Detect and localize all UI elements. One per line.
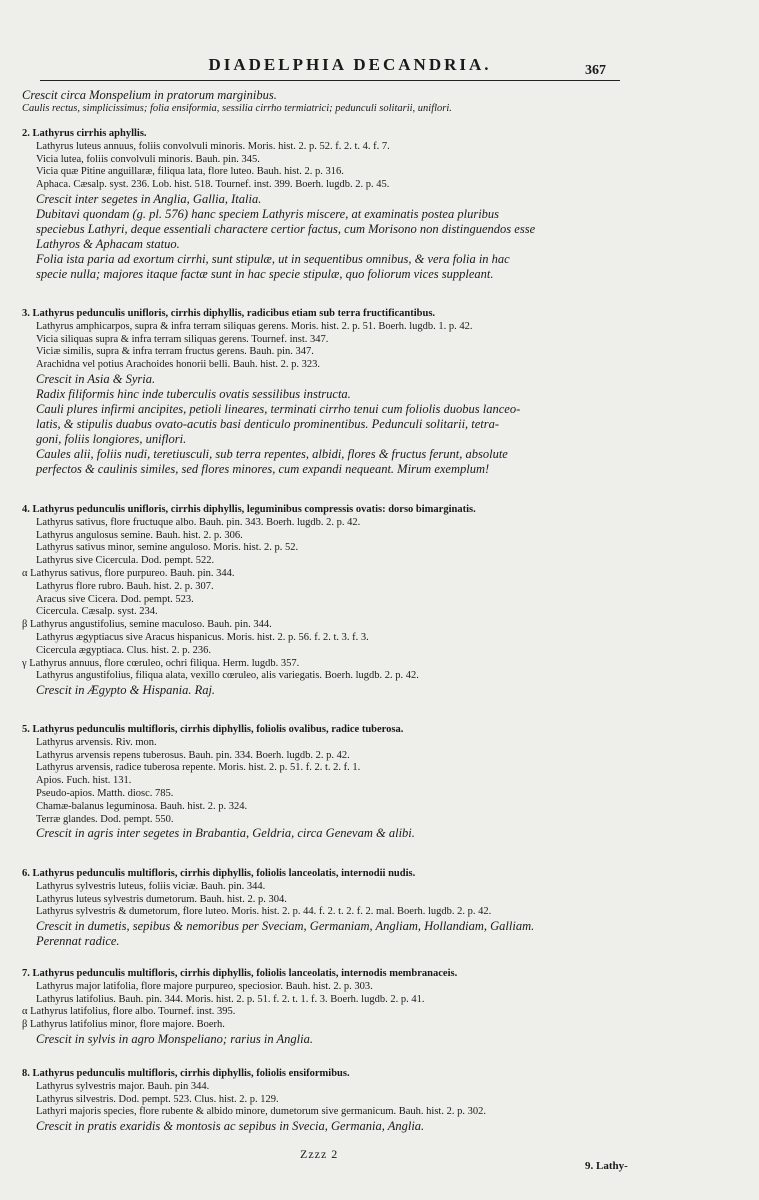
synonym-line: Lathyrus ægyptiacus sive Aracus hispanicus. Moris. hist. 2. p. 56. f. 2. t. 3. f. 3. [36,631,369,643]
synonym-line: Viciæ similis, supra & infra terram fructus gerens. Bauh. pin. 347. [36,346,314,358]
synonym-line: Lathyrus angulosus semine. Bauh. hist. 2. p. 306. [36,529,243,541]
synonym-line: Pseudo-apios. Matth. diosc. 785. [36,787,174,799]
synonym-line: Lathyrus amphicarpos, supra & infra terram siliquas gerens. Moris. hist. 2. p. 51. Boerh. lugdb. 1. p. 42. [36,320,473,332]
synonym-line: Lathyrus sylvestris major. Bauh. pin 344. [36,1080,210,1092]
species-heading: 8. Lathyrus pedunculis multifloris, cirrhis diphyllis, foliolis ensiformibus. [22,1068,350,1079]
running-header: DIADELPHIA DECANDRIA. [208,55,492,74]
species-entry-6 [22,868,632,949]
synonym-line: Lathyrus sativus minor, semine anguloso. Moris. hist. 2. p. 52. [36,542,299,554]
note-line: specie nulla; majores itaque factæ sunt in hac specie stipulæ, quo foliorum vices suppleant. [36,266,494,281]
synonym-line: Lathyrus sylvestris & dumetorum, flore luteo. Moris. hist. 2. p. 44. f. 2. t. 2. f. 2. mal. Boerh. lugdb. 2. p. 42. [36,906,492,918]
synonym-line: Lathyrus arvensis repens tuberosus. Bauh. pin. 334. Boerh. lugdb. 2. p. 42. [36,749,350,761]
page-number: 367 [585,63,606,78]
synonym-line: Cicercula ægyptiaca. Clus. hist. 2. p. 236. [36,644,211,656]
species-entry-2 [22,128,632,282]
signature-mark: Zzzz 2 [300,1147,339,1161]
header-rule [40,80,620,81]
synonym-line: Lathyrus flore rubro. Bauh. hist. 2. p. 307. [36,580,214,592]
variety-line: γ Lathyrus annuus, flore cœruleo, ochri filiqua. Herm. lugdb. 357. [22,657,300,669]
catchword: 9. Lathy- [585,1160,628,1172]
synonym-line: Chamæ-balanus leguminosa. Bauh. hist. 2. p. 324. [36,800,248,812]
species-heading: 3. Lathyrus pedunculis unifloris, cirrhis diphyllis, radicibus etiam sub terra fructificantibus. [22,308,436,319]
synonym-line: Lathyrus arvensis, radice tuberosa repente. Moris. hist. 2. p. 51. f. 2. t. 2. f. 1. [36,762,361,774]
synonym-line: Lathyrus major latifolia, flore majore purpureo, speciosior. Bauh. hist. 2. p. 303. [36,980,373,992]
synonym-line: Lathyrus sativus, flore fructuque albo. Bauh. pin. 343. Boerh. lugdb. 2. p. 42. [36,516,361,528]
habitat-line: Crescit inter segetes in Anglia, Gallia, Italia. [36,191,262,206]
synonym-line: Lathyrus sive Cicercula. Dod. pempt. 522. [36,555,215,567]
variety-line: α Lathyrus sativus, flore purpureo. Bauh. pin. 344. [22,567,235,579]
habitat-line: Crescit in agris inter segetes in Brabantia, Geldria, circa Genevam & alibi. [36,826,415,841]
text-line: Crescit circa Monspelium in pratorum marginibus. [22,88,277,102]
habitat-line: Crescit in Asia & Syria. [36,371,156,386]
note-line: Lathyros & Aphacam statuo. [36,236,180,251]
synonym-line: Arachidna vel potius Arachoides honorii belli. Bauh. hist. 2. p. 323. [36,359,321,371]
note-line: Radix filiformis hinc inde tuberculis ovatis sessilibus instructa. [36,386,351,401]
synonym-line: Vicia lutea, foliis convolvuli minoris. Bauh. pin. 345. [36,153,260,165]
species-entry-4 [22,504,632,698]
variety-line: β Lathyrus angustifolius, semine maculoso. Bauh. pin. 344. [22,619,272,631]
note-line: latis, & stipulis duabus ovato-acutis basi denticulo prominentibus. Pedunculi solitarii, tetra- [36,416,500,431]
habitat-line: Crescit in Ægypto & Hispania. Raj. [36,683,216,698]
synonym-line: Aphaca. Cæsalp. syst. 236. Lob. hist. 518. Tournef. inst. 399. Boerh. lugdb. 2. p. 45. [36,179,390,191]
species-heading: 5. Lathyrus pedunculis multifloris, cirrhis diphyllis, foliolis ovalibus, radice tuberosa. [22,724,404,735]
note-line: Perennat radice. [36,934,120,949]
synonym-line: Lathyrus luteus annuus, foliis convolvuli minoris. Moris. hist. 2. p. 52. f. 2. t. 4. f. 7. [36,140,390,152]
note-line: Cauli plures infirmi ancipites, petioli lineares, terminati cirrho tenui cum foliolis duobus lanceo- [36,401,521,416]
note-line: speciebus Lathyri, deque essentiali charactere certior factus, cum Morisono non distinguendos esse [36,221,536,236]
species-heading: 6. Lathyrus pedunculis multifloris, cirrhis diphyllis, foliolis lanceolatis, internodii nudis. [22,868,416,879]
variety-line: α Lathyrus latifolius, flore albo. Tournef. inst. 395. [22,1006,236,1018]
synonym-line: Lathyrus sylvestris luteus, foliis viciæ. Bauh. pin. 344. [36,880,266,892]
species-heading: 7. Lathyrus pedunculis multifloris, cirrhis diphyllis, foliolis lanceolatis, internodis membranaceis. [22,968,458,979]
note-line: goni, foliis longiores, uniflori. [36,431,187,446]
species-entry-8 [22,1068,632,1134]
habitat-line: Crescit in dumetis, sepibus & nemoribus per Sveciam, Germaniam, Angliam, Hollandiam, Galliam. [36,919,535,934]
intro-block [22,88,632,116]
synonym-line: Apios. Fuch. hist. 131. [36,775,132,787]
species-heading: 4. Lathyrus pedunculis unifloris, cirrhis diphyllis, leguminibus compressis ovatis: dorso bimarginatis. [22,504,476,515]
species-heading: 2. Lathyrus cirrhis aphyllis. [22,128,147,139]
species-entry-5 [22,724,632,841]
note-line: Dubitavi quondam (g. pl. 576) hanc speciem Lathyris miscere, at examinatis postea pluribus [36,206,500,221]
species-entry-7 [22,968,632,1047]
synonym-line: Lathyri majoris species, flore rubente & albido minore, dumetorum sive germanicum. Bauh. hist. 2. p. 302. [36,1106,486,1118]
note-line: Caules alii, foliis nudi, teretiusculi, sub terra repentes, albidi, flores & fructus ferunt, absolute [36,446,508,461]
synonym-line: Lathyrus angustifolius, filiqua alata, vexillo cœruleo, alis variegatis. Boerh. lugdb. 2. p. 42. [36,670,419,682]
synonym-line: Terræ glandes. Dod. pempt. 550. [36,813,174,825]
synonym-line: Vicia siliquas supra & infra terram siliquas gerens. Tournef. inst. 347. [36,333,329,345]
habitat-line: Crescit in pratis exaridis & montosis ac sepibus in Svecia, Germania, Anglia. [36,1119,425,1134]
synonym-line: Aracus sive Cicera. Dod. pempt. 523. [36,593,194,605]
synonym-line: Lathyrus luteus sylvestris dumetorum. Bauh. hist. 2. p. 304. [36,893,287,905]
synonym-line: Lathyrus latifolius. Bauh. pin. 344. Moris. hist. 2. p. 51. f. 2. t. 1. f. 3. Boerh. lugdb. 2. p. 41. [36,993,425,1005]
synonym-line: Lathyrus silvestris. Dod. pempt. 523. Clus. hist. 2. p. 129. [36,1093,279,1105]
synonym-line: Cicercula. Cæsalp. syst. 234. [36,606,158,618]
note-line: Folia ista paria ad exortum cirrhi, sunt stipulæ, ut in sequentibus omnibus, & vera folia in hac [36,251,510,266]
synonym-line: Lathyrus arvensis. Riv. mon. [36,736,157,748]
habitat-line: Crescit in sylvis in agro Monspeliano; rarius in Anglia. [36,1031,313,1046]
synonym-line: Vicia quæ Pitine anguillaræ, filiqua lata, flore luteo. Bauh. hist. 2. p. 316. [36,166,344,178]
variety-line: β Lathyrus latifolius minor, flore majore. Boerh. [22,1019,225,1031]
species-entry-3 [22,308,632,477]
text-line: Caulis rectus, simplicissimus; folia ensiformia, sessilia cirrho termiatrici; pedunculi solitarii, uniflori. [22,103,452,114]
note-line: perfectos & caulinis similes, sed flores minores, cum expandi nequeant. Mirum exemplum! [36,461,490,476]
